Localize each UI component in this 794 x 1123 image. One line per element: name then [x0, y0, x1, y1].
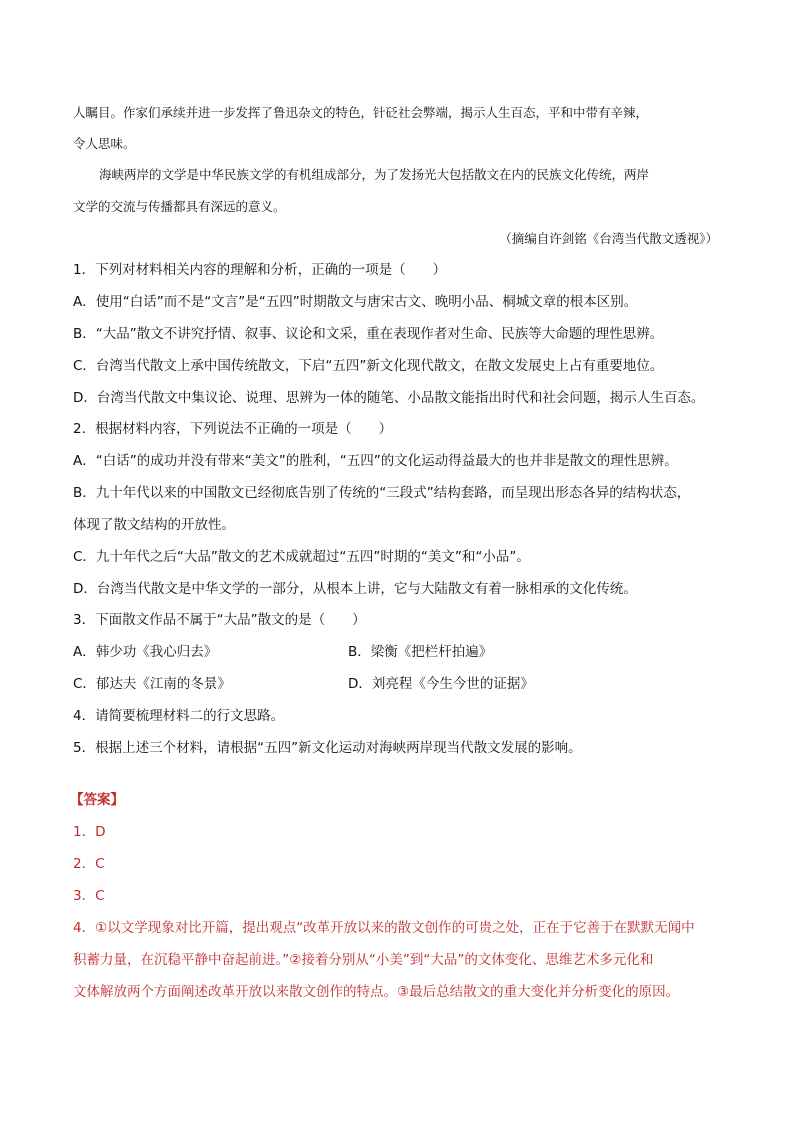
excerpt-line: 人瞩目。作家们承续并进一步发挥了鲁迅杂文的特色，针砭社会弊端，揭示人生百态，平和中带有辛辣，: [73, 105, 649, 120]
question-4: 4．请简要梳理材料二的行文思路。: [73, 708, 285, 724]
excerpt-line: 海峡两岸的文学是中华民族文学的有机组成部分，为了发扬光大包括散文在内的民族文化传统，两岸: [99, 167, 650, 182]
option-c: C．台湾当代散文上承中国传统散文，下启“五四”新文化现代散文，在散文发展史上占有重要地位。: [73, 358, 664, 374]
option-a: A．使用“白话”而不是“文言”是“五四”时期散文与唐宋古文、晚明小品、桐城文章的根本区别。: [73, 294, 638, 310]
option-a: A．“白话”的成功并没有带来“美文”的胜利，“五四”的文化运动得益最大的也并非是散文的理性思辨。: [73, 453, 678, 469]
question-stem: 2．根据材料内容，下列说法不正确的一项是（ ）: [73, 421, 393, 437]
option-b: B．梁衡《把栏杆拍遍》: [348, 644, 493, 660]
answer-3: 3．C: [73, 888, 105, 904]
excerpt-line: 文学的交流与传播都具有深远的意义。: [73, 199, 286, 214]
excerpt-source: （摘编自许剑铭《台湾当代散文透视》）: [499, 231, 718, 246]
question-stem: 1．下列对材料相关内容的理解和分析，正确的一项是（ ）: [73, 262, 447, 278]
option-c: C．郁达夫《江南的冬景》: [73, 676, 231, 692]
answer-4-continued: 积蓄力量，在沉稳平静中奋起前进。”②接着分别从“小美”到“大品”的文体变化、思维艺术多元化和: [73, 952, 654, 968]
option-b-continued: 体现了散文结构的开放性。: [73, 517, 235, 533]
answer-2: 2．C: [73, 856, 105, 872]
answer-1: 1．D: [73, 824, 106, 840]
question-5: 5．根据上述三个材料，请根据“五四”新文化运动对海峡两岸现当代散文发展的影响。: [73, 740, 582, 756]
option-d: D．台湾当代散文中集议论、说理、思辨为一体的随笔、小品散文能指出时代和社会问题，揭示人生百态。: [73, 390, 705, 406]
option-d: D．台湾当代散文是中华文学的一部分，从根本上讲，它与大陆散文有着一脉相承的文化传统。: [73, 581, 637, 597]
answers-heading: 【答案】: [70, 792, 124, 808]
question-stem: 3．下面散文作品不属于“大品”散文的是（ ）: [73, 612, 366, 628]
option-b: B．九十年代以来的中国散文已经彻底告别了传统的“三段式”结构套路，而呈现出形态各异的结构状态，: [73, 485, 691, 501]
option-c: C．九十年代之后“大品”散文的艺术成就超过“五四”时期的“美文”和“小品”。: [73, 549, 530, 565]
option-b: B．“大品”散文不讲究抒情、叙事、议论和文采，重在表现作者对生命、民族等大命题的理性思辨。: [73, 326, 664, 342]
answer-4-continued: 文体解放两个方面阐述改革开放以来散文创作的特点。③最后总结散文的重大变化并分析变化的原因。: [73, 984, 680, 1000]
option-d: D．刘亮程《今生今世的证据》: [348, 676, 534, 692]
answer-4: 4．①以文学现象对比开篇，提出观点“改革开放以来的散文创作的可贵之处，正在于它善于在默默无闻中: [73, 920, 695, 936]
excerpt-line: 令人思味。: [73, 136, 136, 151]
option-a: A．韩少功《我心归去》: [73, 644, 218, 660]
